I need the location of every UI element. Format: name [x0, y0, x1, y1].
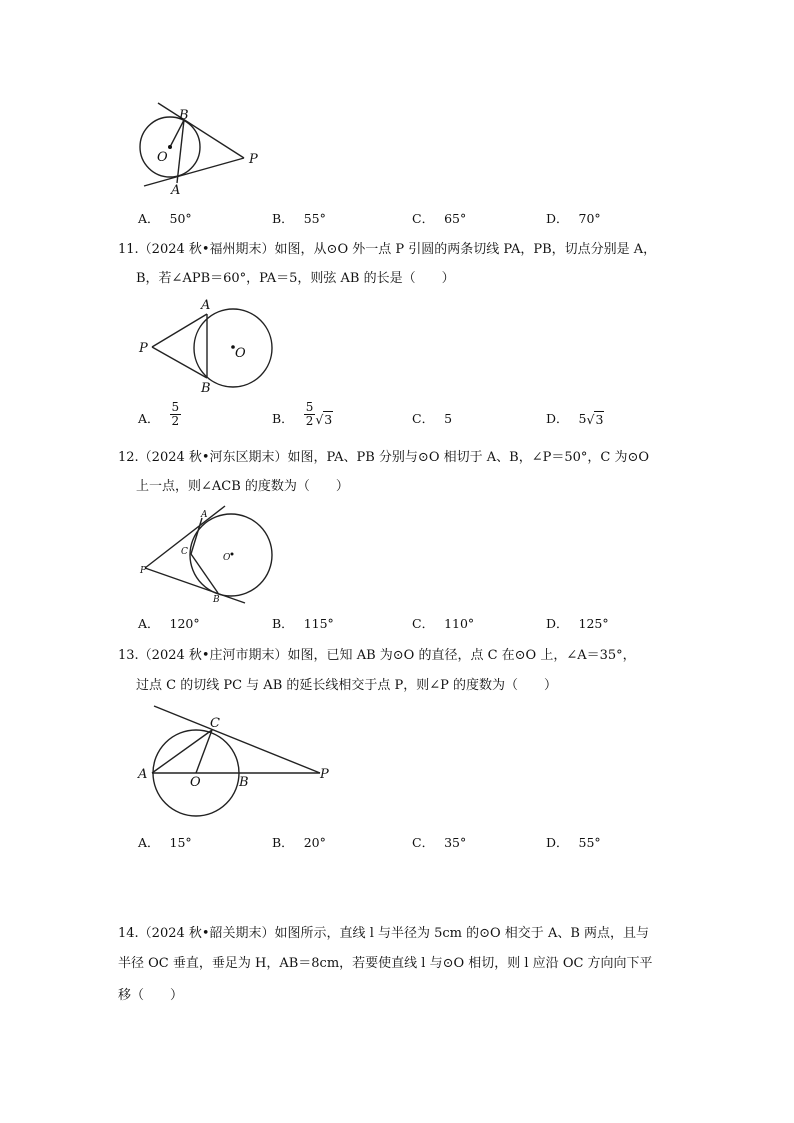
q13-option-d[interactable]: D． 55°	[546, 835, 601, 850]
q11-options	[138, 401, 738, 437]
q12-tangent-pa	[145, 506, 225, 568]
q12-chord-ac	[191, 518, 202, 554]
q10-label-o: O	[157, 150, 168, 165]
q11-tangent-pb	[152, 347, 207, 378]
q12-figure	[135, 502, 285, 606]
q13-label-c: C	[210, 716, 220, 731]
q13-figure	[130, 700, 350, 820]
q11-figure	[130, 295, 290, 395]
q13-option-a[interactable]: A． 15°	[138, 835, 192, 850]
q10-option-c[interactable]: C． 65°	[412, 211, 467, 226]
q12-label-a: A	[201, 510, 208, 520]
q12-option-a[interactable]: A． 120°	[138, 616, 200, 631]
q11-option-c[interactable]: C． 5	[412, 411, 453, 426]
q13-line-1: 13.（2024 秋•庄河市期末）如图，已知 AB 为⊙O 的直径，点 C 在⊙O 上，∠A＝35°，	[118, 648, 636, 663]
q10-option-a[interactable]: A． 50°	[138, 211, 192, 226]
q13-label-o: O	[190, 775, 201, 790]
q12-label-b: B	[213, 595, 220, 605]
q13-label-b: B	[239, 775, 249, 790]
q13-label-a: A	[138, 767, 148, 782]
q10-option-d[interactable]: D． 70°	[546, 211, 601, 226]
q13-option-c[interactable]: C． 35°	[412, 835, 467, 850]
q10-option-b[interactable]: B． 55°	[272, 211, 326, 226]
q13-line-2: 过点 C 的切线 PC 与 AB 的延长线相交于点 P，则∠P 的度数为（ ）	[136, 678, 558, 693]
q10-figure	[130, 100, 270, 200]
q11-option-d[interactable]: D． 5√3	[546, 411, 604, 427]
q13-label-p: P	[320, 767, 329, 782]
q12-label-p: P	[140, 566, 147, 576]
q14-line-2: 半径 OC 垂直，垂足为 H，AB＝8cm，若要使直线 l 与⊙O 相切，则 l 应沿 OC 方向向下平	[118, 956, 653, 971]
q11-label-o: O	[235, 346, 246, 361]
q11-label-b: B	[201, 381, 211, 396]
q13-option-b[interactable]: B． 20°	[272, 835, 326, 850]
q12-option-c[interactable]: C． 110°	[412, 616, 475, 631]
q11-option-a[interactable]: A． $\frac{5}{2}$	[138, 400, 180, 428]
q10-label-p: P	[249, 152, 258, 167]
q10-label-b: B	[179, 108, 189, 123]
q14-line-1: 14.（2024 秋•韶关期末）如图所示，直线 l 与半径为 5cm 的⊙O 相交于 A、B 两点，且与	[118, 926, 650, 941]
q10-label-a: A	[171, 183, 181, 198]
q12-option-d[interactable]: D． 125°	[546, 616, 609, 631]
q10-options	[138, 209, 738, 233]
q11-line-1: 11.（2024 秋•福州期末）如图，从⊙O 外一点 P 引圆的两条切线 PA，PB，切点分别是 A，	[118, 242, 657, 257]
q14-line-3: 移（ ）	[118, 988, 184, 1003]
q12-options	[138, 614, 738, 638]
q12-line-2: 上一点，则∠ACB 的度数为（ ）	[136, 479, 349, 494]
q11-option-b[interactable]: B． $\frac{5}{2}$ √3	[272, 400, 333, 428]
q12-option-b[interactable]: B． 115°	[272, 616, 334, 631]
q13-tangent-pc	[154, 706, 320, 773]
q12-label-c: C	[181, 547, 188, 557]
q11-label-a: A	[201, 298, 211, 313]
q11-label-p: P	[139, 341, 148, 356]
q13-options	[138, 833, 738, 857]
q12-label-o: O	[223, 553, 231, 563]
q13-chord-ac	[152, 730, 212, 773]
q10-center-dot	[168, 145, 172, 149]
q10-tangent-pb	[158, 103, 244, 158]
q12-line-1: 12.（2024 秋•河东区期末）如图，PA、PB 分别与⊙O 相切于 A、B，∠P＝50°，C 为⊙O	[118, 450, 650, 465]
q12-center-dot	[231, 553, 234, 556]
q11-line-2: B，若∠APB＝60°，PA＝5，则弦 AB 的长是（ ）	[136, 271, 455, 286]
